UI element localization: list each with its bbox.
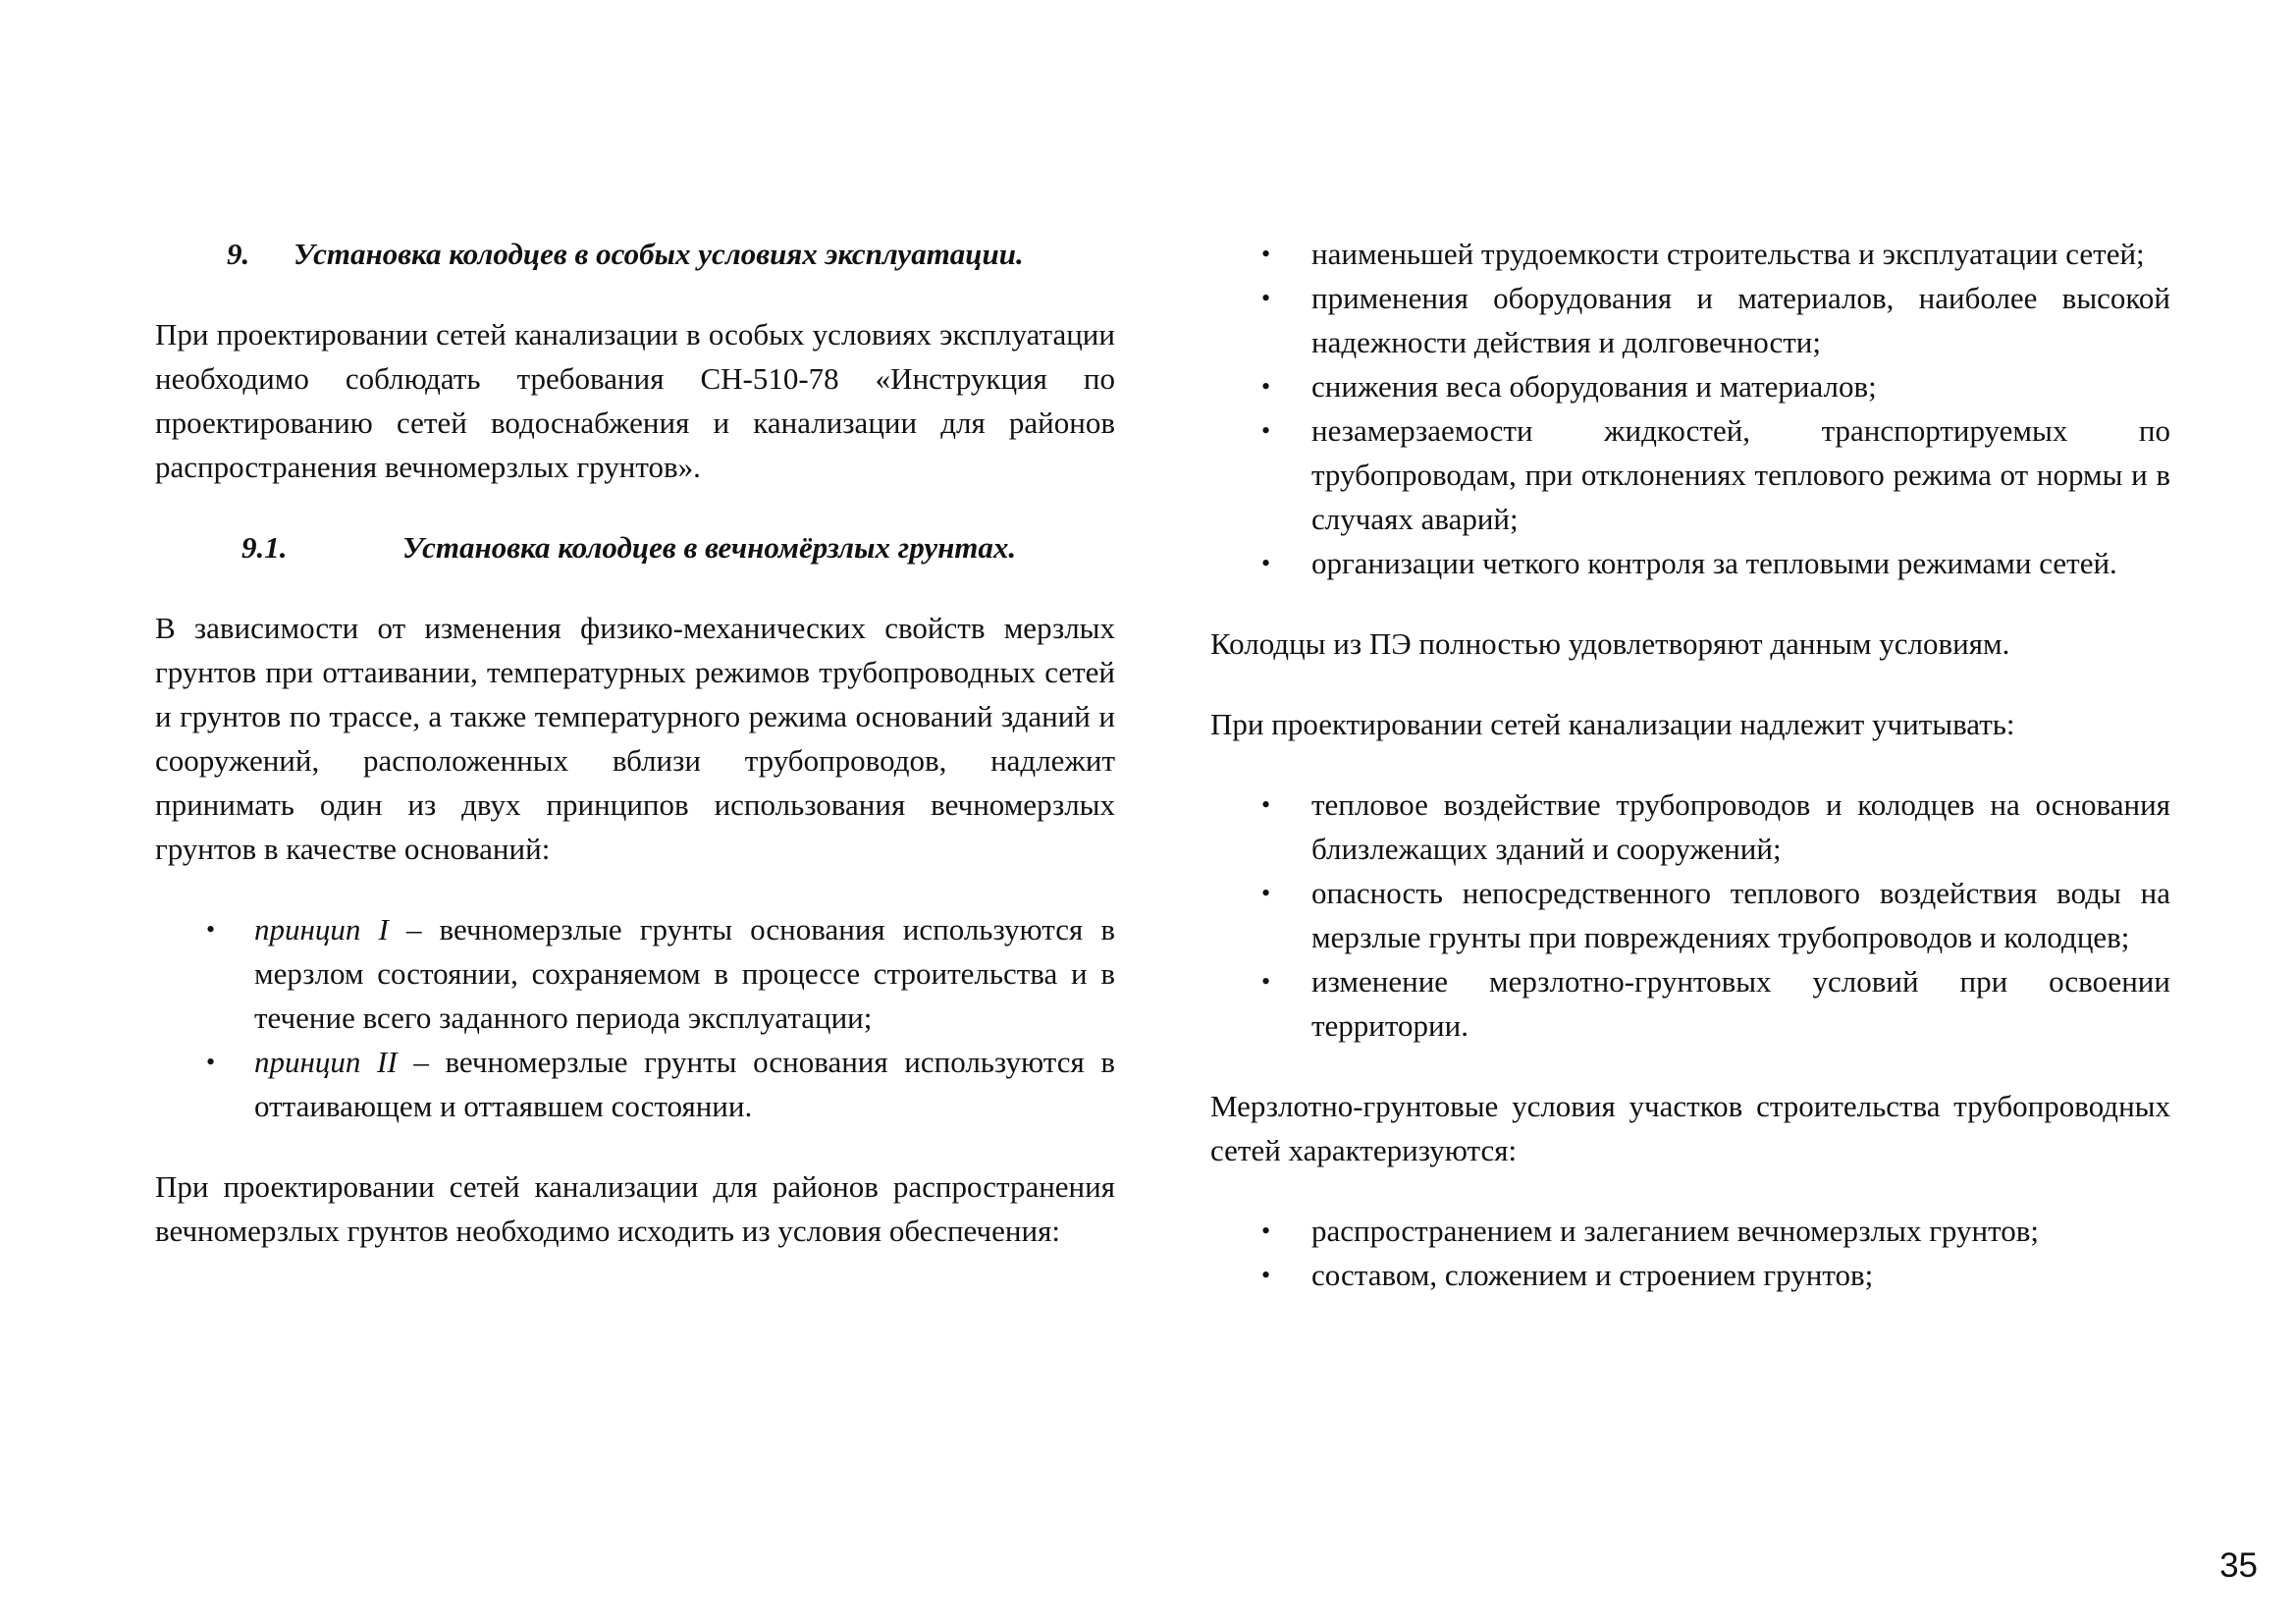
list-item (1210, 1209, 2170, 1253)
list-item-text: составом, сложением и строением грунтов; (1311, 1258, 1874, 1292)
list-item (155, 907, 1115, 1040)
principles-list (155, 907, 1115, 1128)
principle-text: – вечномерзлые грунты основания используются в оттаивающем и оттаявшем состоянии. (254, 1045, 1115, 1123)
list-item-text: распространением и залеганием вечномерзлых грунтов; (1311, 1214, 2039, 1248)
paragraph-special-conditions: При проектировании сетей канализации в особых условиях эксплуатации необходимо соблюдать требования СН-510-78 «Инструкция по проектированию сетей водоснабжения и канализации для районов распространения вечномерзлых грунтов». (155, 317, 1115, 484)
principle-term: принцип I (254, 912, 406, 946)
list-item (1210, 541, 2170, 585)
bullet-icon: • (1261, 240, 1271, 268)
list-item (1210, 871, 2170, 959)
list-item-text: организации четкого контроля за тепловыми режимами сетей. (1311, 546, 2117, 580)
list-item (1210, 408, 2170, 541)
bullet-icon: • (1261, 879, 1271, 907)
bullet-icon: • (1261, 967, 1271, 996)
subsection-title: Установка колодцев в вечномёрзлых грунтах. (402, 530, 1017, 565)
list-item (1210, 232, 2170, 276)
characteristics-list (1210, 1209, 2170, 1297)
right-column (1210, 232, 2170, 1333)
paragraph-principles-intro: В зависимости от изменения физико-механических свойств мерзлых грунтов при оттаивании, температурных режимов трубопроводных сетей и грунтов по трассе, а также температурного режима оснований зданий и сооружений, расположенных вблизи трубопроводов, надлежит принимать один из двух принципов использования вечномерзлых грунтов в качестве оснований: (155, 611, 1115, 866)
conditions-list (1210, 232, 2170, 585)
bullet-icon: • (206, 915, 216, 944)
list-item (1210, 1253, 2170, 1297)
list-item-text: незамерзаемости жидкостей, транспортируемых по трубопроводам, при отклонениях теплового режима от нормы и в случаях аварий; (1311, 413, 2170, 536)
bullet-icon: • (1261, 549, 1271, 577)
bullet-icon: • (1261, 1261, 1271, 1289)
principle-text: – вечномерзлые грунты основания используются в мерзлом состоянии, сохраняемом в процессе строительства и в течение всего заданного периода эксплуатации; (254, 912, 1115, 1035)
bullet-icon: • (1261, 1216, 1271, 1245)
list-item-text: тепловое воздействие трубопроводов и колодцев на основания близлежащих зданий и сооружений; (1311, 787, 2170, 866)
principle-term: принцип II (254, 1045, 398, 1079)
bullet-icon: • (1261, 284, 1271, 312)
section-heading-9-1 (155, 525, 1115, 569)
section-number: 9. (227, 237, 250, 271)
list-item-text: применения оборудования и материалов, наиболее высокой надежности действия и долговечности; (1311, 281, 2170, 359)
list-item (1210, 364, 2170, 408)
list-item-text: наименьшей трудоемкости строительства и эксплуатации сетей; (1311, 237, 2145, 271)
paragraph-characteristics-intro: Мерзлотно-грунтовые условия участков строительства трубопроводных сетей характеризуются: (1210, 1089, 2170, 1167)
list-item-text: снижения веса оборудования и материалов; (1311, 369, 1877, 404)
bullet-icon: • (206, 1048, 216, 1076)
bullet-icon: • (1261, 790, 1271, 819)
list-item (1210, 276, 2170, 364)
bullet-icon: • (1261, 416, 1271, 445)
list-item (1210, 959, 2170, 1048)
section-title: Установка колодцев в особых условиях эксплуатации. (294, 237, 1024, 271)
bullet-icon: • (1261, 372, 1271, 401)
left-column (155, 232, 1115, 1289)
paragraph-consider-intro: При проектировании сетей канализации надлежит учитывать: (1210, 707, 2015, 741)
list-item-text: изменение мерзлотно-грунтовых условий при освоении территории. (1311, 964, 2170, 1043)
section-heading-9 (155, 232, 1115, 276)
subsection-number: 9.1. (241, 530, 288, 565)
paragraph-design-requirements: При проектировании сетей канализации для районов распространения вечномерзлых грунтов необходимо исходить из условия обеспечения: (155, 1169, 1115, 1248)
page-number: 35 (2219, 1546, 2258, 1585)
list-item-text: опасность непосредственного теплового воздействия воды на мерзлые грунты при повреждениях трубопроводов и колодцев; (1311, 876, 2170, 954)
list-item (1210, 783, 2170, 871)
considerations-list (1210, 783, 2170, 1048)
paragraph-pe-wells: Колодцы из ПЭ полностью удовлетворяют данным условиям. (1210, 626, 2010, 661)
list-item (155, 1040, 1115, 1128)
